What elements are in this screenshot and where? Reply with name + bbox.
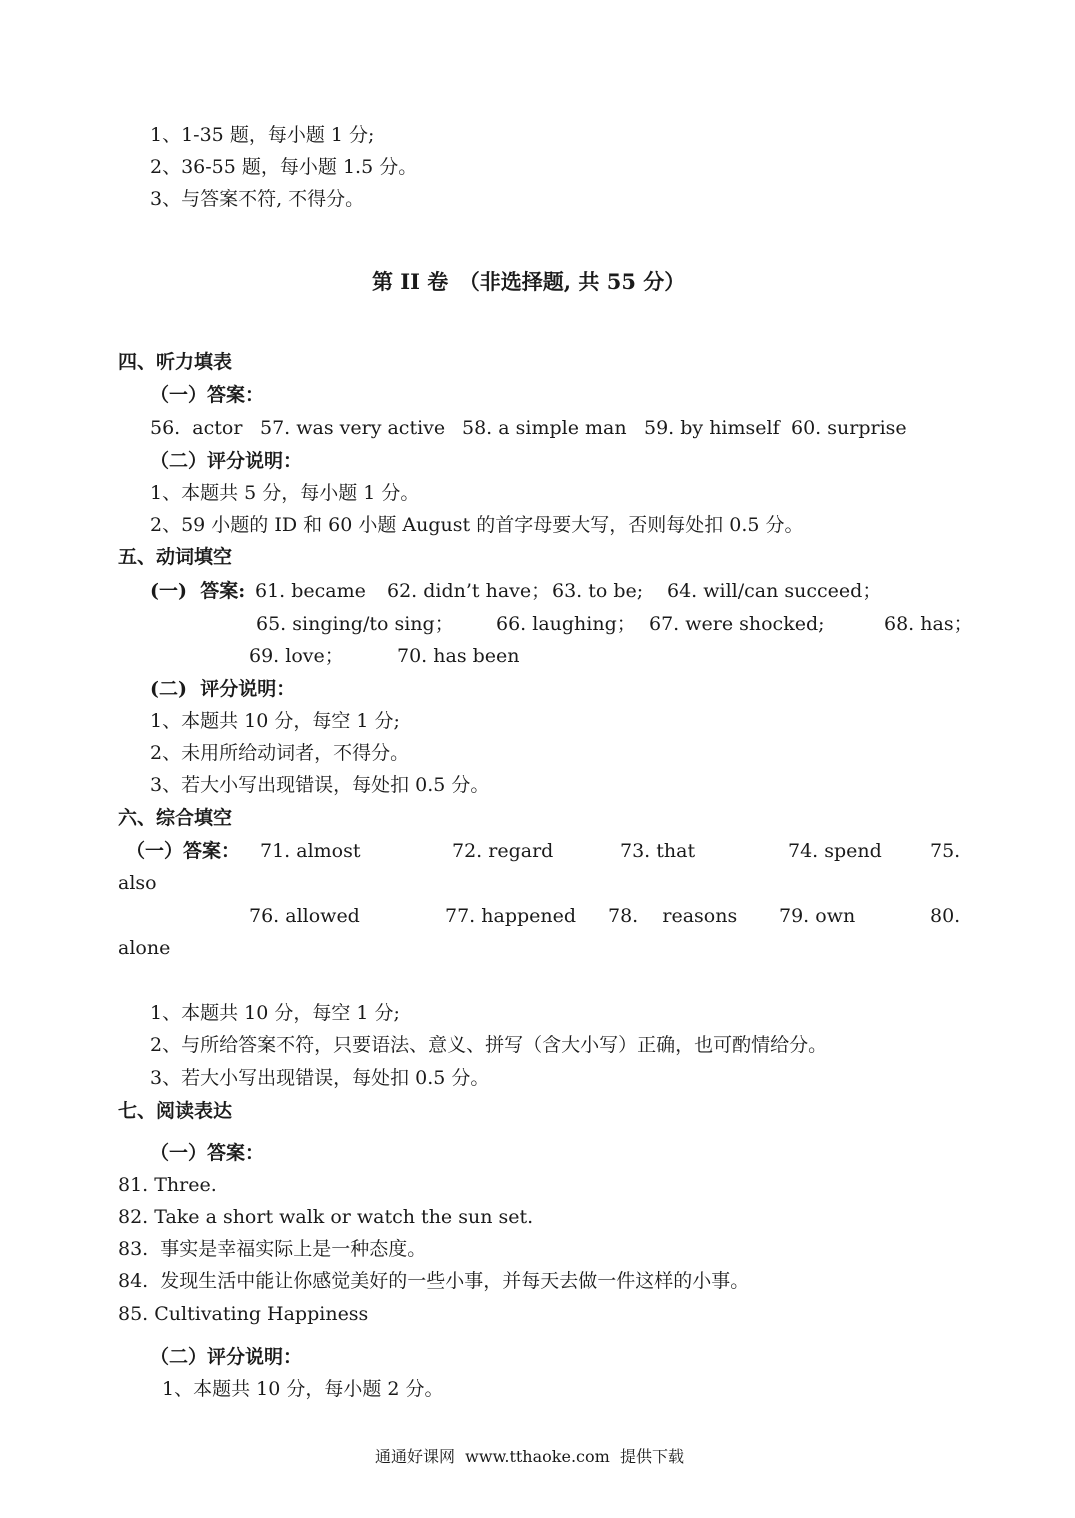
s5-answer-68: 68. has； (884, 613, 973, 635)
s6-heading: 六、综合填空 (118, 807, 233, 829)
s7-heading: 七、阅读表达 (118, 1100, 233, 1122)
s7-answer-81: 81. Three. (118, 1174, 217, 1196)
s5-answer-67: 67. were shocked; (649, 613, 825, 635)
s4-answer-56: 56. actor (150, 417, 243, 439)
s5-answer-62: 62. didn’t have； (387, 580, 551, 602)
s6-answer-73: 73. that (620, 840, 696, 862)
s7-answer-85: 85. Cultivating Happiness (118, 1303, 369, 1325)
s6-answer-77: 77. happened (445, 905, 577, 927)
s7-answer-82: 82. Take a short walk or watch the sun set. (118, 1206, 534, 1228)
s6-answer-71: 71. almost (260, 840, 361, 862)
s7-note-1: 1、本题共 10 分，每小题 2 分。 (162, 1378, 444, 1400)
page-footer: 通通好课网 www.tthaoke.com 提供下载 (375, 1447, 684, 1466)
s6-answer-80-num: 80. (930, 905, 961, 927)
s5-note-3: 3、若大小写出现错误，每处扣 0.5 分。 (150, 774, 490, 796)
section2-title: 第 II 卷 （非选择题, 共 55 分） (372, 269, 686, 294)
s5-notes-label: (二) 评分说明： (150, 678, 296, 700)
s6-answer-75-num: 75. (930, 840, 961, 862)
s5-note-2: 2、未用所给动词者，不得分。 (150, 742, 410, 764)
s4-answer-59: 59. by himself (644, 417, 780, 439)
rule-line-1: 1、1-35 题，每小题 1 分; (150, 124, 375, 146)
s7-answer-84: 84. 发现生活中能让你感觉美好的一些小事，并每天去做一件这样的小事。 (118, 1270, 750, 1292)
s4-answer-57: 57. was very active (260, 417, 446, 439)
s5-note-1: 1、本题共 10 分，每空 1 分; (150, 710, 400, 732)
s6-answer-72: 72. regard (452, 840, 554, 862)
s6-answer-79: 79. own (779, 905, 856, 927)
s5-answer-64: 64. will/can succeed； (667, 580, 882, 602)
s4-note-1: 1、本题共 5 分，每小题 1 分。 (150, 482, 420, 504)
s4-answer-60: 60. surprise (791, 417, 907, 439)
s4-heading: 四、听力填表 (118, 351, 233, 373)
s4-answer-58: 58. a simple man (462, 417, 627, 439)
s6-answer-80-word: alone (118, 937, 171, 959)
s5-answer-70: 70. has been (397, 645, 520, 667)
s5-answer-66: 66. laughing； (496, 613, 636, 635)
s4-answer-label: （一）答案： (150, 384, 265, 406)
s6-answer-76: 76. allowed (249, 905, 360, 927)
s4-notes-label: （二）评分说明： (150, 450, 303, 472)
rule-line-3: 3、与答案不符, 不得分。 (150, 188, 365, 210)
s6-answer-78: 78. reasons (608, 905, 738, 927)
s6-answer-74: 74. spend (788, 840, 882, 862)
s6-answer-75-word: also (118, 872, 157, 894)
s5-heading: 五、动词填空 (118, 546, 233, 568)
s6-note-1: 1、本题共 10 分，每空 1 分; (150, 1002, 400, 1024)
s5-answer-65: 65. singing/to sing； (256, 613, 454, 635)
rule-line-2: 2、36-55 题，每小题 1.5 分。 (150, 156, 418, 178)
s5-answer-69: 69. love； (249, 645, 344, 667)
s6-answer-label: （一）答案： (126, 840, 241, 862)
s5-answer-63: 63. to be; (552, 580, 644, 602)
s7-answer-label: （一）答案： (150, 1142, 265, 1164)
s4-note-2: 2、59 小题的 ID 和 60 小题 August 的首字母要大写，否则每处扣 0.5 分。 (150, 514, 804, 536)
s7-answer-83: 83. 事实是幸福实际上是一种态度。 (118, 1238, 427, 1260)
s6-note-2: 2、与所给答案不符，只要语法、意义、拼写（含大小写）正确，也可酌情给分。 (150, 1034, 828, 1056)
s7-notes-label: （二）评分说明： (150, 1346, 303, 1368)
s6-note-3: 3、若大小写出现错误，每处扣 0.5 分。 (150, 1067, 490, 1089)
s5-answer-61: 61. became (255, 580, 366, 602)
s5-answer-label: (一) 答案: (150, 580, 246, 602)
